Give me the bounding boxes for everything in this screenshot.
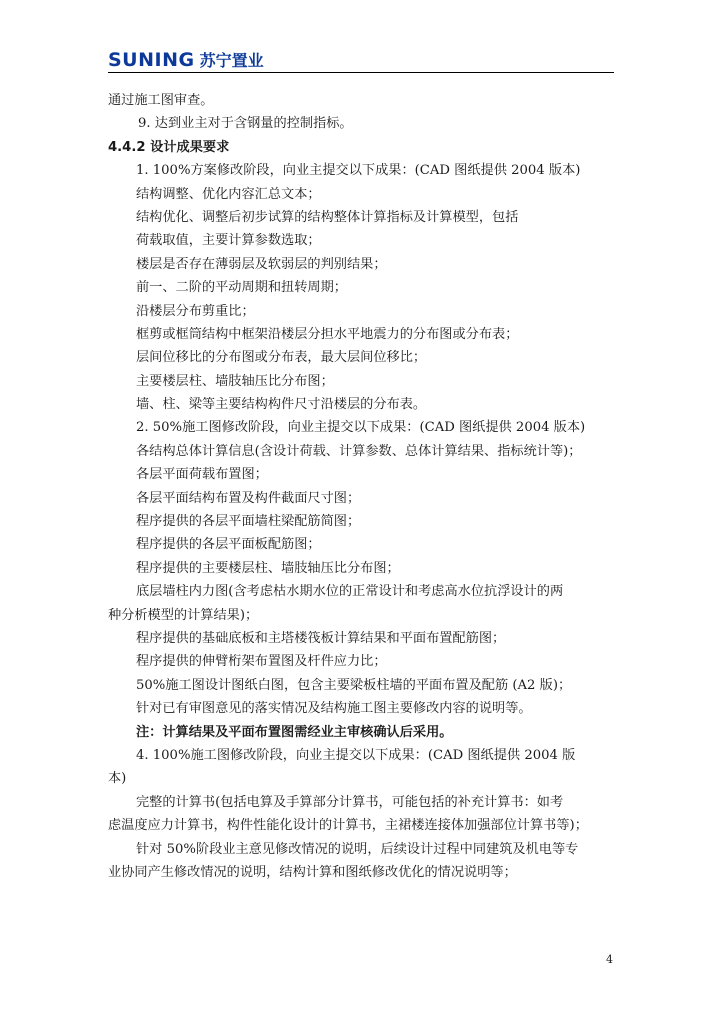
list-item: 2. 50%施工图修改阶段，向业主提交以下成果：(CAD 图纸提供 2004 版本) xyxy=(136,420,586,436)
text-line: 针对 50%阶段业主意见修改情况的说明，后续设计过程中同建筑及机电等专 xyxy=(136,841,579,857)
list-item: 1. 100%方案修改阶段，向业主提交以下成果：(CAD 图纸提供 2004 版本) xyxy=(136,163,581,179)
section-heading: 4.4.2 设计成果要求 xyxy=(108,139,230,155)
logo-text-en: SUNING xyxy=(108,49,195,71)
header-divider xyxy=(108,72,614,73)
text-line: 前一、二阶的平动周期和扭转周期； xyxy=(136,280,347,296)
text-line: 主要楼层柱、墙肢轴压比分布图； xyxy=(136,373,334,389)
text-line: 虑温度应力计算书，构件性能化设计的计算书，主裙楼连接体加强部位计算书等)； xyxy=(108,818,588,834)
text-line: 50%施工图设计图纸白图，包含主要梁板柱墙的平面布置及配筋 (A2 版)； xyxy=(136,677,572,693)
list-item: 4. 100%施工图修改阶段，向业主提交以下成果：(CAD 图纸提供 2004 版 xyxy=(136,747,576,763)
text-line: 墙、柱、梁等主要结构构件尺寸沿楼层的分布表。 xyxy=(136,397,427,413)
text-line: 程序提供的主要楼层柱、墙肢轴压比分布图； xyxy=(136,560,400,576)
text-line: 结构优化、调整后初步试算的结构整体计算指标及计算模型，包括 xyxy=(136,209,519,225)
text-line: 楼层是否存在薄弱层及软弱层的判别结果； xyxy=(136,256,387,272)
text-line: 各层平面荷载布置图； xyxy=(136,467,268,483)
text-line: 种分析模型的计算结果)； xyxy=(108,607,259,623)
text-line: 底层墙柱内力图(含考虑枯水期水位的正常设计和考虑高水位抗浮设计的两 xyxy=(136,584,564,600)
text-line: 本) xyxy=(108,771,127,787)
text-line: 通过施工图审查。 xyxy=(108,93,214,108)
text-line: 程序提供的各层平面墙柱梁配筋简图； xyxy=(136,514,361,530)
page-header xyxy=(108,48,614,74)
text-line: 框剪或框筒结构中框架沿楼层分担水平地震力的分布图或分布表； xyxy=(136,326,519,342)
text-line: 业协同产生修改情况的说明，结构计算和图纸修改优化的情况说明等； xyxy=(108,864,517,880)
text-line: 针对已有审图意见的落实情况及结构施工图主要修改内容的说明等。 xyxy=(136,701,532,717)
logo-text-cn: 苏宁置业 xyxy=(199,51,264,70)
note-line: 注：计算结果及平面布置图需经业主审核确认后采用。 xyxy=(136,724,453,740)
suning-logo xyxy=(108,48,264,71)
text-line: 程序提供的伸臂桁架布置图及杆件应力比； xyxy=(136,654,387,670)
text-line: 沿楼层分布剪重比； xyxy=(136,303,255,319)
text-line: 各结构总体计算信息(含设计荷载、计算参数、总体计算结果、指标统计等)； xyxy=(136,443,582,459)
text-line: 层间位移比的分布图或分布表，最大层间位移比； xyxy=(136,350,427,366)
document-body xyxy=(108,89,614,884)
text-line: 结构调整、优化内容汇总文本； xyxy=(136,186,321,202)
text-line: 程序提供的各层平面板配筋图； xyxy=(136,537,321,553)
text-line: 荷载取值，主要计算参数选取； xyxy=(136,233,321,249)
text-line: 各层平面结构布置及构件截面尺寸图； xyxy=(136,490,361,506)
list-item: 9. 达到业主对于含钢量的控制指标。 xyxy=(138,116,353,132)
text-line: 程序提供的基础底板和主塔楼筏板计算结果和平面布置配筋图； xyxy=(136,630,506,646)
text-line: 完整的计算书(包括电算及手算部分计算书，可能包括的补充计算书：如考 xyxy=(136,794,564,810)
page-number: 4 xyxy=(606,953,613,966)
